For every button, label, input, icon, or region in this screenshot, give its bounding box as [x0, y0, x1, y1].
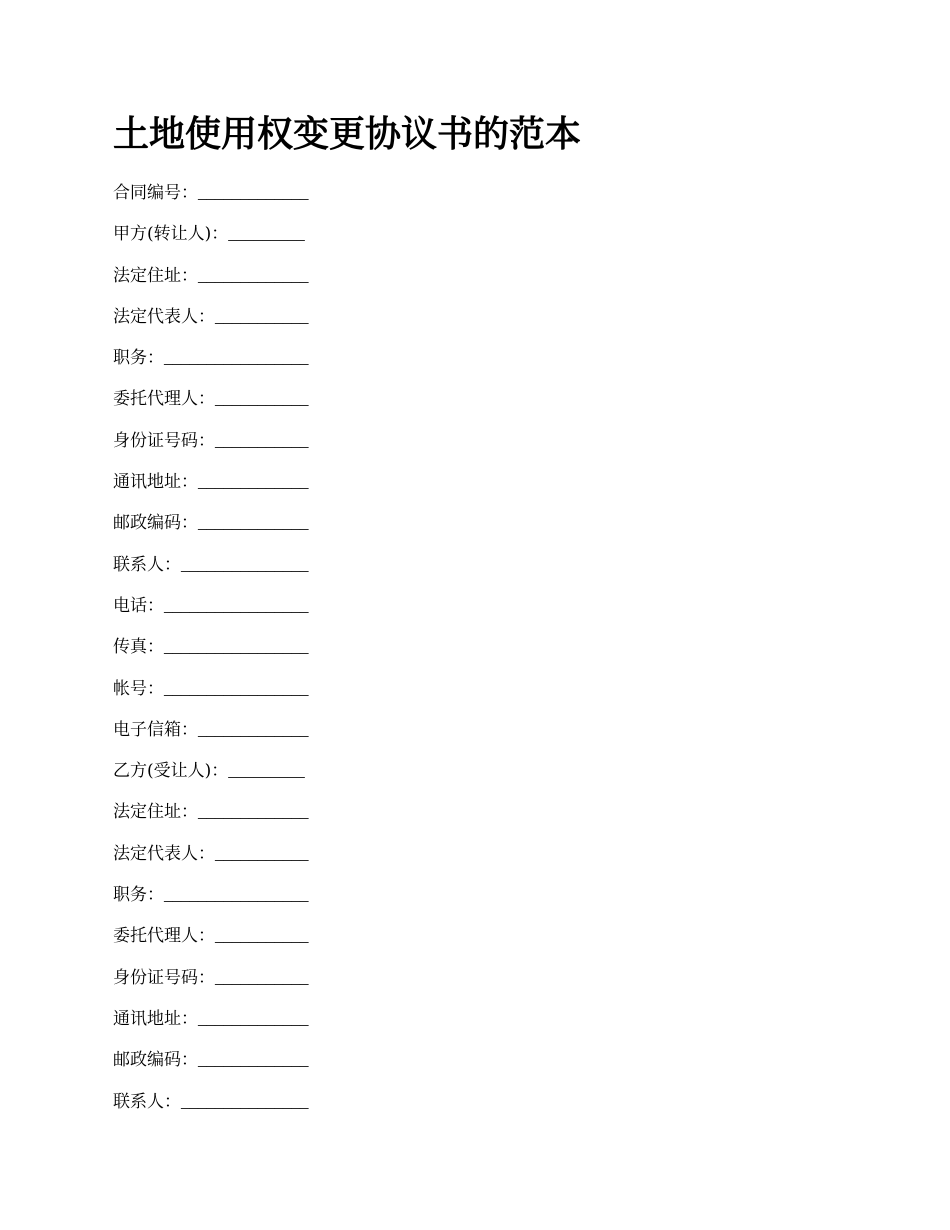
document-title: 土地使用权变更协议书的范本 — [113, 114, 582, 155]
field-blank-line: _________________ — [164, 595, 309, 615]
field-label: 法定住址： — [113, 265, 198, 286]
field-label: 合同编号： — [113, 183, 198, 203]
field-blank-line: _________ — [228, 761, 305, 781]
field-a-mailing-address — [113, 472, 873, 513]
field-blank-line: ___________ — [215, 926, 309, 946]
field-blank-line: ___________ — [215, 389, 309, 409]
field-label: 联系人： — [113, 1091, 181, 1112]
field-a-postal-code — [113, 513, 873, 554]
contract-field-list — [113, 183, 873, 1133]
field-label: 职务： — [113, 348, 164, 369]
field-label: 法定代表人： — [113, 306, 215, 327]
field-b-contact-person — [113, 1092, 873, 1133]
field-blank-line: _____________ — [198, 1050, 309, 1070]
field-blank-line: _____________ — [198, 513, 309, 533]
field-party-a — [113, 224, 873, 265]
field-a-agent — [113, 389, 873, 430]
field-b-position — [113, 885, 873, 926]
field-b-mailing-address — [113, 1009, 873, 1050]
field-label: 法定代表人： — [113, 843, 215, 864]
field-blank-line: _______________ — [181, 1091, 309, 1111]
field-a-legal-address — [113, 266, 873, 307]
field-blank-line: ___________ — [215, 430, 309, 450]
field-blank-line: ___________ — [215, 306, 309, 326]
field-label: 法定住址： — [113, 802, 198, 823]
field-a-fax — [113, 637, 873, 678]
field-a-position — [113, 348, 873, 389]
field-b-legal-representative — [113, 844, 873, 885]
field-blank-line: ___________ — [215, 967, 309, 987]
field-label: 职务： — [113, 885, 164, 906]
field-label: 身份证号码： — [113, 430, 215, 451]
field-b-legal-address — [113, 802, 873, 843]
field-label: 委托代理人： — [113, 389, 215, 410]
field-blank-line: _________________ — [164, 637, 309, 657]
field-label: 通讯地址： — [113, 1008, 198, 1029]
field-contract-number — [113, 183, 873, 224]
field-blank-line: _______________ — [181, 554, 309, 574]
field-blank-line: _____________ — [198, 1008, 309, 1028]
field-a-legal-representative — [113, 307, 873, 348]
field-label: 委托代理人： — [113, 926, 215, 947]
field-label: 联系人： — [113, 554, 181, 575]
field-b-postal-code — [113, 1050, 873, 1091]
field-a-contact-person — [113, 555, 873, 596]
field-label: 甲方(转让人)： — [113, 224, 229, 245]
field-b-agent — [113, 926, 873, 967]
field-blank-line: _________________ — [164, 885, 309, 905]
field-blank-line: _____________ — [198, 472, 309, 492]
field-label: 邮政编码： — [113, 1050, 198, 1071]
field-a-account — [113, 679, 873, 720]
field-label: 帐号： — [113, 678, 164, 699]
field-label: 电子信箱： — [113, 719, 198, 740]
field-label: 乙方(受让人)： — [113, 761, 229, 782]
field-b-id-number — [113, 968, 873, 1009]
field-blank-line: _________________ — [164, 348, 309, 368]
field-label: 身份证号码： — [113, 967, 215, 988]
field-a-email — [113, 720, 873, 761]
field-a-id-number — [113, 431, 873, 472]
field-label: 通讯地址： — [113, 472, 198, 493]
field-blank-line: _____________ — [198, 802, 309, 822]
field-party-b — [113, 761, 873, 802]
field-label: 传真： — [113, 637, 164, 658]
field-label: 邮政编码： — [113, 513, 198, 534]
field-blank-line: _____________ — [198, 183, 309, 202]
field-blank-line: ___________ — [215, 843, 309, 863]
field-blank-line: _____________ — [198, 265, 309, 285]
field-a-phone — [113, 596, 873, 637]
document-page — [113, 113, 873, 1133]
field-blank-line: _________ — [228, 224, 305, 244]
field-label: 电话： — [113, 595, 164, 616]
field-blank-line: _____________ — [198, 719, 309, 739]
field-blank-line: _________________ — [164, 678, 309, 698]
